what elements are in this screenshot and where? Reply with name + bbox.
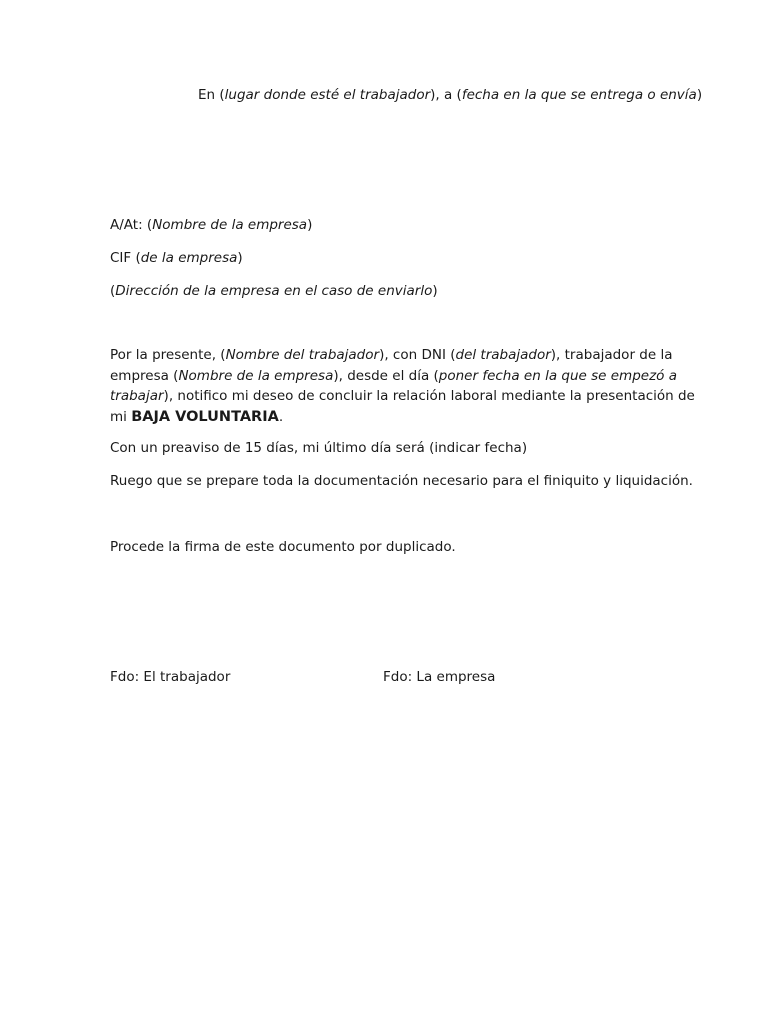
dateline	[198, 86, 702, 104]
recipient-line3-value: Dirección de la empresa en el caso de enviarlo	[115, 283, 433, 299]
body-italic: trabajar	[110, 388, 164, 404]
body-text: ), con DNI (	[379, 347, 456, 363]
body-paragraph	[110, 345, 695, 427]
body-italic: poner fecha en la que se empezó a	[438, 367, 677, 384]
dateline-middle: ), a (	[430, 87, 462, 103]
body-italic: del trabajador	[455, 347, 551, 363]
body-line-1	[110, 345, 673, 366]
dateline-date: fecha en la que se entrega o envía	[461, 87, 697, 103]
baja-voluntaria-heading: BAJA VOLUNTARIA	[131, 408, 279, 425]
body-text: .	[278, 408, 284, 425]
recipient-address-line	[110, 282, 438, 300]
body-line-2	[110, 366, 677, 387]
body-text: ), trabajador de la	[550, 347, 673, 363]
body-italic: Nombre de la empresa	[178, 367, 334, 384]
notice-paragraph: Con un preaviso de 15 días, mi último día será (indicar fecha)	[110, 440, 528, 456]
recipient-line1-value: Nombre de la empresa	[152, 217, 308, 233]
body-line-4	[110, 407, 658, 428]
company-signature: Fdo: La empresa	[383, 669, 496, 685]
recipient-line1-suffix: )	[307, 217, 313, 233]
recipient-line3-suffix: )	[432, 283, 438, 299]
worker-signature: Fdo: El trabajador	[110, 669, 231, 685]
recipient-cif-line	[110, 249, 243, 267]
recipient-company-line	[110, 216, 312, 234]
body-line-3	[110, 386, 695, 407]
request-paragraph: Ruego que se prepare toda la documentación necesario para el finiquito y liquidación.	[110, 473, 693, 489]
body-text: ), desde el día (	[333, 367, 439, 384]
recipient-line1-prefix: A/At: (	[110, 217, 153, 233]
recipient-line2-suffix: )	[237, 250, 243, 266]
recipient-line3-prefix: (	[110, 283, 116, 299]
dateline-place: lugar donde esté el trabajador	[224, 87, 431, 103]
recipient-line2-prefix: CIF (	[110, 250, 141, 266]
body-italic: Nombre del trabajador	[225, 347, 380, 363]
recipient-line2-value: de la empresa	[140, 250, 238, 266]
body-text: ), notifico mi deseo de concluir la relación laboral mediante la presentación de	[163, 388, 695, 404]
dateline-prefix: En (	[198, 87, 225, 103]
body-text: mi	[110, 408, 132, 425]
dateline-suffix: )	[696, 87, 703, 103]
duplicate-paragraph: Procede la firma de este documento por duplicado.	[110, 539, 456, 555]
body-text: Por la presente, (	[110, 347, 226, 363]
body-text: empresa (	[110, 367, 179, 384]
